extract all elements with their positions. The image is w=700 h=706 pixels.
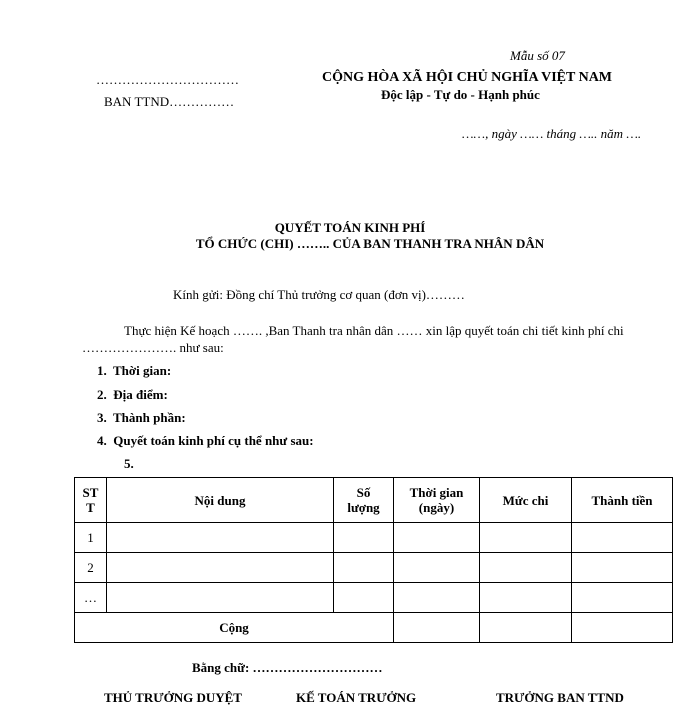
row-number: 1 [75, 523, 107, 553]
row-number: 2 [75, 553, 107, 583]
signature-ttnd-head: TRƯỞNG BAN TTND [496, 690, 624, 705]
item-label: Thời gian: [113, 363, 172, 378]
intro-line-2: …………………. như sau: [82, 340, 224, 355]
item-five [124, 456, 134, 472]
org-name: BAN TTND…………… [104, 94, 235, 109]
header-content: Nội dung [107, 478, 334, 523]
item-time [97, 363, 171, 379]
intro-line-1: Thực hiện Kế hoạch ……. ,Ban Thanh tra nhân dân …… xin lập quyết toán chi tiết kinh phí chi [124, 323, 624, 338]
item-number: 2. [97, 387, 107, 402]
item-settlement [97, 433, 314, 449]
row-number: … [75, 583, 107, 613]
signature-head: THỦ TRƯỞNG DUYỆT [104, 690, 242, 705]
addressee: Kính gửi: Đồng chí Thủ trưởng cơ quan (đơn vị)……… [173, 287, 465, 302]
header-time: Thời gian (ngày) [394, 478, 480, 523]
date-line: ……, ngày …… tháng ….. năm …. [462, 126, 642, 141]
header-amount: Thành tiền [572, 478, 673, 523]
table-header-row [75, 478, 673, 523]
motto: Độc lập - Tự do - Hạnh phúc [381, 87, 540, 102]
item-location [97, 387, 168, 403]
amount-in-words: Bằng chữ: ………………………… [192, 660, 383, 675]
item-number: 1. [97, 363, 107, 378]
nation-name: CỘNG HÒA XÃ HỘI CHỦ NGHĨA VIỆT NAM [322, 70, 613, 85]
expense-table [74, 477, 673, 643]
item-number: 4. [97, 433, 107, 448]
item-number: 5. [124, 456, 134, 471]
signature-chief-accountant: KẾ TOÁN TRƯỞNG [296, 690, 417, 705]
org-name-placeholder: …………………………… [96, 72, 239, 87]
document-title: QUYẾT TOÁN KINH PHÍ [274, 220, 426, 235]
item-label: Quyết toán kinh phí cụ thể như sau: [113, 433, 314, 448]
table-row [75, 523, 673, 553]
item-participants [97, 410, 186, 426]
header-quantity: Số lượng [334, 478, 394, 523]
table-row [75, 583, 673, 613]
form-code: Mẫu số 07 [510, 48, 565, 63]
header-stt: ST T [75, 478, 107, 523]
item-label: Địa điểm: [113, 387, 168, 402]
document-subtitle: TỔ CHỨC (CHI) …….. CỦA BAN THANH TRA NHÂN DÂN [195, 236, 545, 251]
header-rate: Mức chi [480, 478, 572, 523]
item-label: Thành phần: [113, 410, 186, 425]
table-row [75, 553, 673, 583]
total-label: Cộng [75, 613, 394, 643]
table-total-row [75, 613, 673, 643]
item-number: 3. [97, 410, 107, 425]
